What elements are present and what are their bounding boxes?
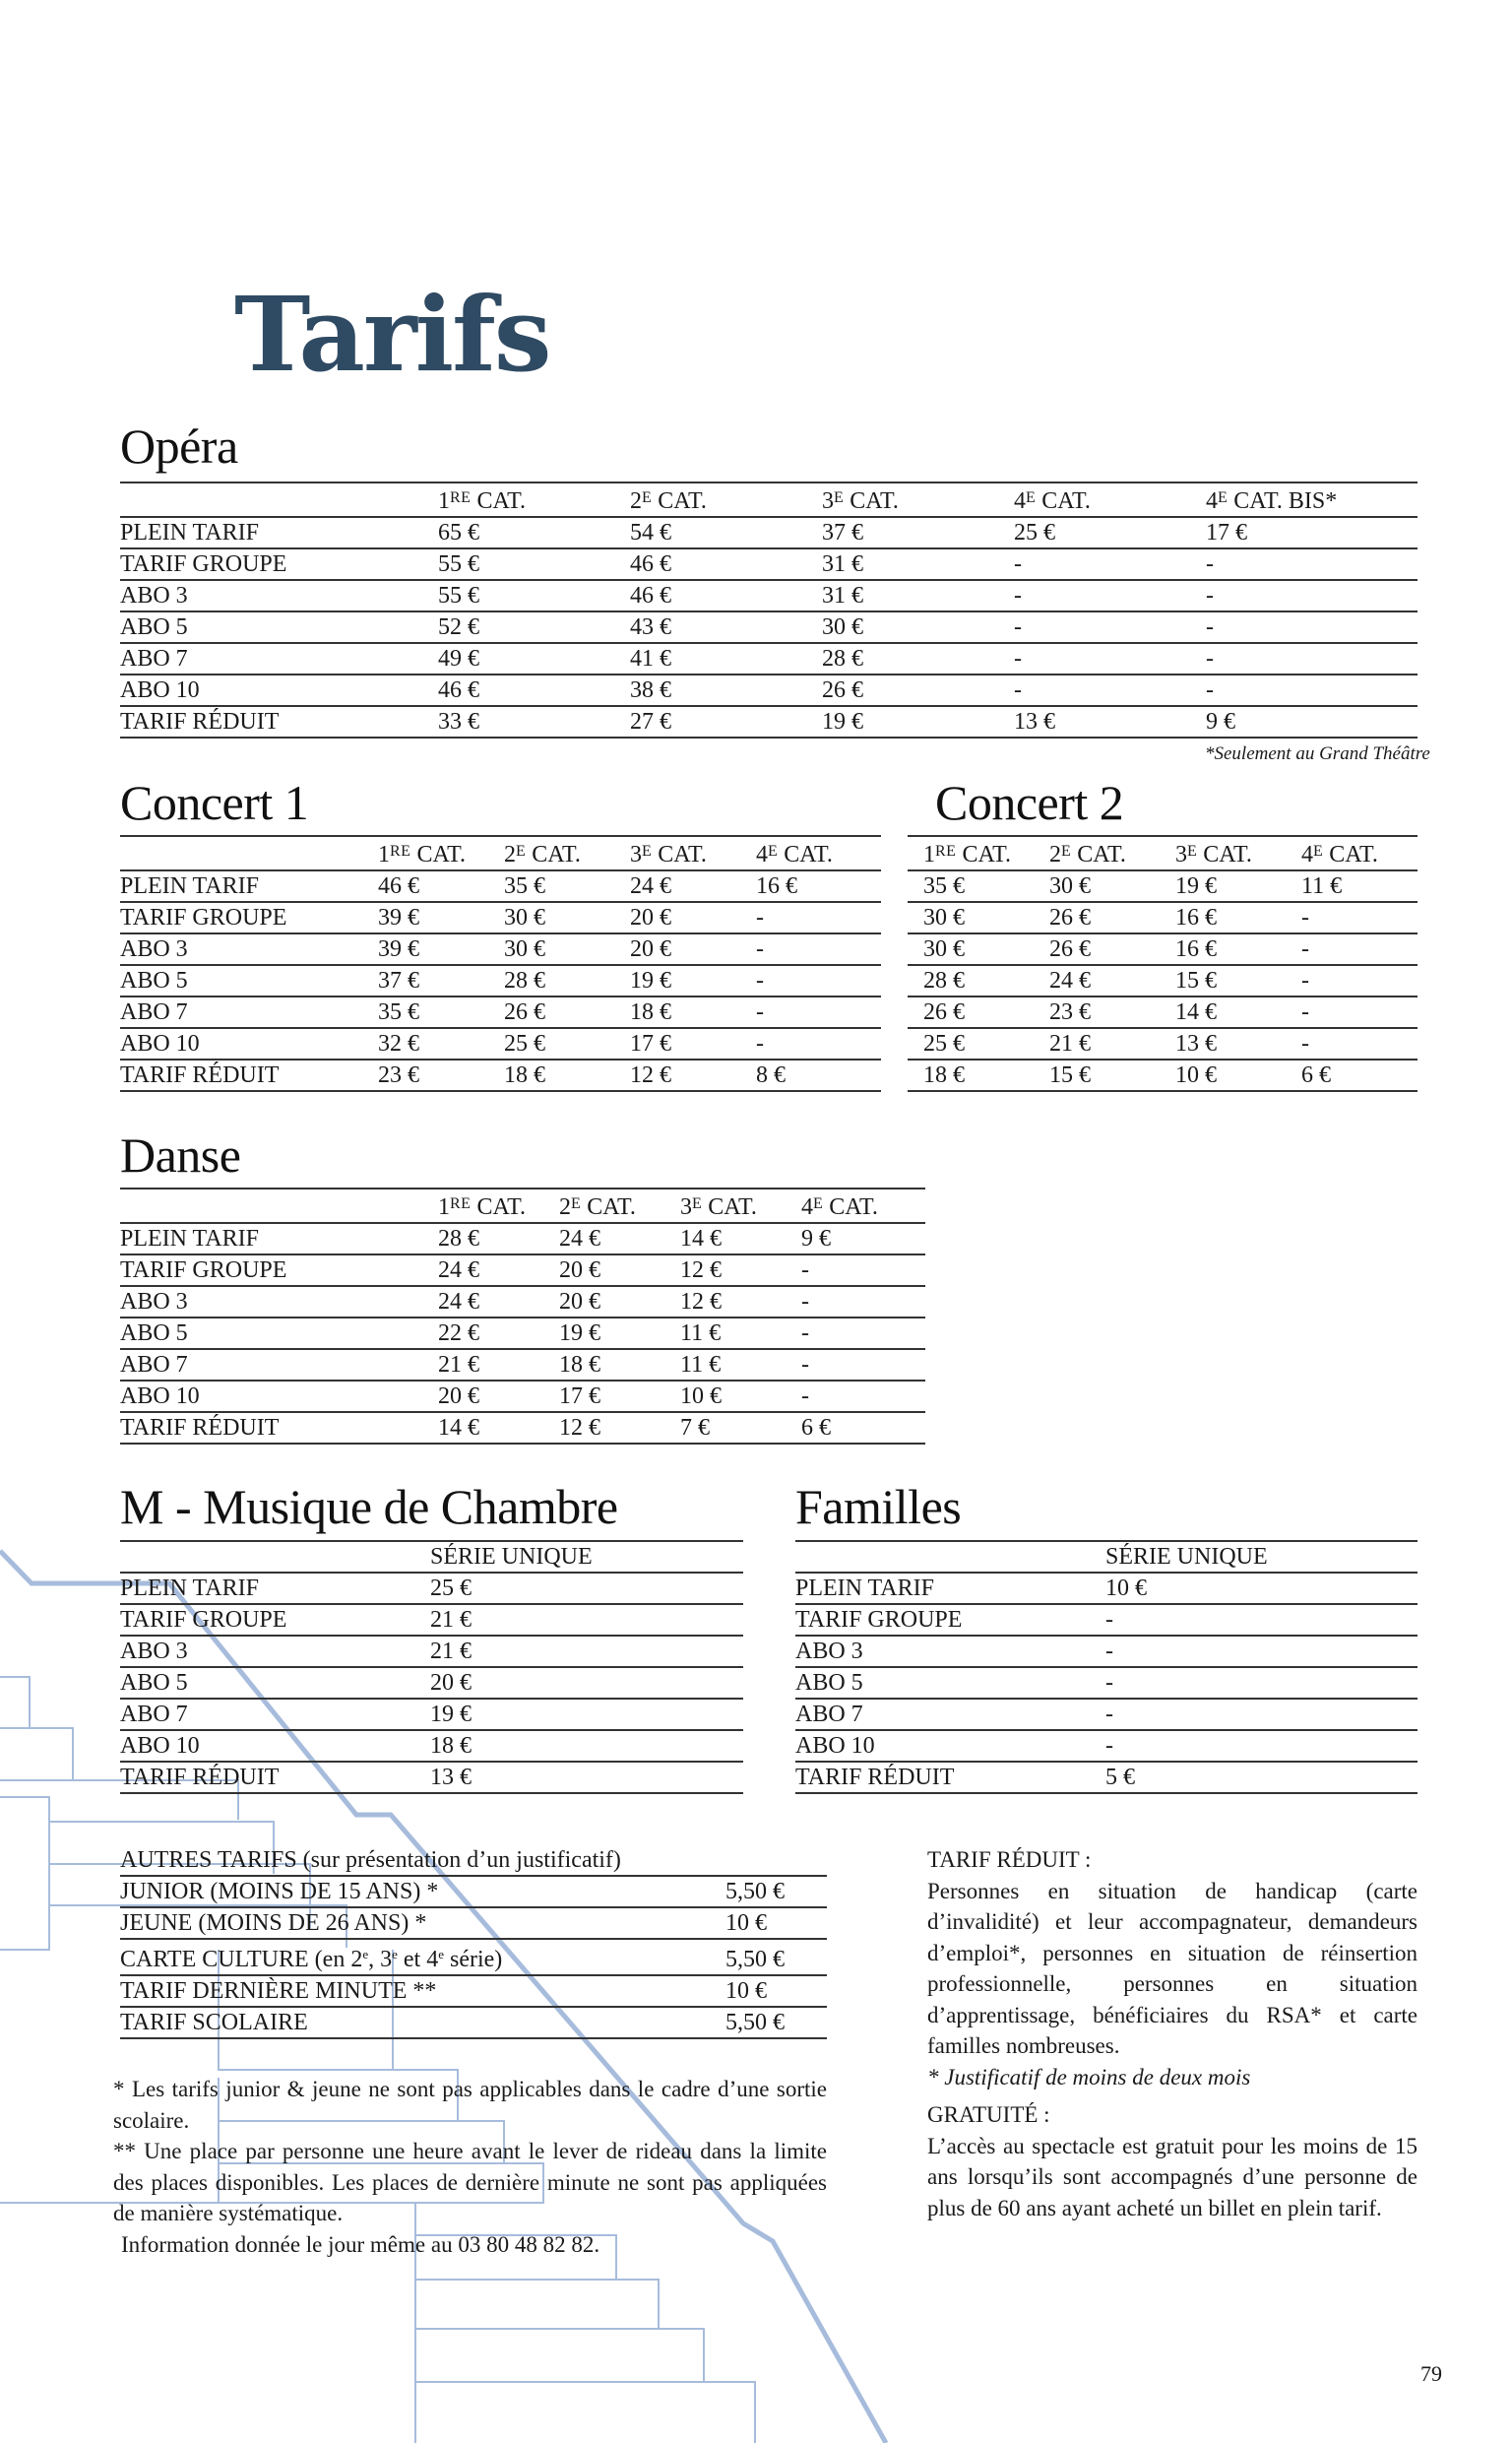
price-cell: 8 € bbox=[756, 1060, 881, 1091]
table-row bbox=[908, 1060, 1418, 1091]
footnote-derniere-minute: ** Une place par personne une heure avant le lever de rideau dans la limite des places disponibles. Les places de dernière minute ne sont pas appliquées de manière systématique. bbox=[113, 2139, 827, 2225]
column-header: $4^E$ CAT. BIS* bbox=[1206, 482, 1418, 517]
price-cell: - bbox=[1014, 580, 1206, 611]
table-row bbox=[120, 517, 1418, 548]
price-cell: - bbox=[801, 1286, 925, 1318]
table-row bbox=[795, 1573, 1418, 1604]
table-row bbox=[795, 1730, 1418, 1762]
price-cell: 12 € bbox=[680, 1286, 801, 1318]
price-cell: 43 € bbox=[630, 611, 822, 643]
price-cell: - bbox=[1301, 965, 1418, 996]
price-cell: 6 € bbox=[1301, 1060, 1418, 1091]
row-spacer bbox=[908, 933, 923, 965]
price-cell: 27 € bbox=[630, 706, 822, 738]
table-row bbox=[795, 1604, 1418, 1636]
table-row bbox=[120, 611, 1418, 643]
table-row bbox=[908, 933, 1418, 965]
row-label: PLEIN TARIF bbox=[120, 1573, 430, 1604]
table-header-row bbox=[120, 482, 1418, 517]
price-cell: 16 € bbox=[756, 870, 881, 902]
price-cell: 24 € bbox=[559, 1223, 680, 1254]
price-cell: - bbox=[756, 965, 881, 996]
column-header: 1RE CAT. bbox=[438, 1189, 559, 1223]
price-cell: 25 € bbox=[923, 1028, 1049, 1060]
row-label: ABO 10 bbox=[120, 1381, 438, 1412]
tarif-reduit-note: * Justificatif de moins de deux mois bbox=[927, 2064, 1251, 2089]
row-label: CARTE CULTURE (en 2e, 3e et 4e série) bbox=[120, 1939, 725, 1975]
table-row bbox=[120, 933, 881, 965]
price-cell: 11 € bbox=[680, 1349, 801, 1381]
column-header: $4^E$ CAT. bbox=[1301, 836, 1418, 870]
row-label: ABO 10 bbox=[795, 1730, 1105, 1762]
price-cell: - bbox=[1105, 1667, 1418, 1699]
price-cell: 46 € bbox=[378, 870, 504, 902]
price-cell: 25 € bbox=[430, 1573, 743, 1604]
price-cell: 39 € bbox=[378, 933, 504, 965]
section-title-danse: Danse bbox=[120, 1127, 241, 1183]
price-cell: - bbox=[1014, 548, 1206, 580]
row-label: ABO 3 bbox=[120, 1636, 430, 1667]
table-row bbox=[120, 1573, 743, 1604]
price-cell: 30 € bbox=[504, 902, 630, 933]
table-header-row bbox=[120, 1189, 925, 1223]
price-cell: 38 € bbox=[630, 675, 822, 706]
table-row bbox=[120, 1975, 827, 2007]
table-row bbox=[795, 1636, 1418, 1667]
price-cell: 24 € bbox=[438, 1254, 559, 1286]
price-cell: 10 € bbox=[1175, 1060, 1301, 1091]
row-label: TARIF RÉDUIT bbox=[120, 1412, 438, 1444]
opera-footnote: *Seulement au Grand Théâtre bbox=[1205, 743, 1430, 764]
table-row bbox=[120, 965, 881, 996]
price-cell: 52 € bbox=[438, 611, 630, 643]
row-label: JUNIOR (MOINS DE 15 ANS) * bbox=[120, 1876, 725, 1907]
autres-tarifs-table bbox=[120, 1845, 827, 2039]
price-cell: 31 € bbox=[822, 580, 1014, 611]
header-empty bbox=[795, 1541, 1105, 1573]
table-row bbox=[120, 706, 1418, 738]
price-cell: - bbox=[1105, 1730, 1418, 1762]
table-row bbox=[908, 902, 1418, 933]
deco-step bbox=[415, 2280, 659, 2329]
price-cell: 20 € bbox=[559, 1286, 680, 1318]
column-header: $2^E$ CAT. bbox=[630, 482, 822, 517]
table-row bbox=[908, 996, 1418, 1028]
table-row bbox=[908, 870, 1418, 902]
column-header: 1RE CAT. bbox=[923, 836, 1049, 870]
column-header: $3^E$ CAT. bbox=[822, 482, 1014, 517]
row-label: JEUNE (MOINS DE 26 ANS) * bbox=[120, 1907, 725, 1939]
price-cell: 15 € bbox=[1175, 965, 1301, 996]
row-label: TARIF RÉDUIT bbox=[120, 706, 438, 738]
price-cell: - bbox=[801, 1254, 925, 1286]
price-cell: - bbox=[1105, 1604, 1418, 1636]
column-header: $2^E$ CAT. bbox=[559, 1189, 680, 1223]
table-row bbox=[120, 870, 881, 902]
row-label: PLEIN TARIF bbox=[120, 517, 438, 548]
tarif-reduit-heading: TARIF RÉDUIT : bbox=[927, 1847, 1092, 1872]
price-cell: 14 € bbox=[680, 1223, 801, 1254]
price-cell: 37 € bbox=[822, 517, 1014, 548]
table-row bbox=[795, 1667, 1418, 1699]
price-cell: 46 € bbox=[438, 675, 630, 706]
row-label: ABO 7 bbox=[120, 996, 378, 1028]
price-cell: 18 € bbox=[923, 1060, 1049, 1091]
table-header-row bbox=[908, 836, 1418, 870]
concert-2-table bbox=[908, 835, 1418, 1092]
row-value: 5,50 € bbox=[725, 2007, 827, 2038]
table-row bbox=[120, 902, 881, 933]
gratuite-text: L’accès au spectacle est gratuit pour les moins de 15 ans lorsqu’ils sont accompagnés d’une personne de plus de 60 ans ayant acheté un billet en plein tarif. bbox=[927, 2133, 1418, 2220]
price-cell: 16 € bbox=[1175, 902, 1301, 933]
tarif-reduit-text: Personnes en situation de handicap (carte d’invalidité) et leur accompagnateur, demandeurs d’emploi*, personnes en situation de réinsertion professionnelle, personnes en situation d’apprentissage, bénéficiaires du RSA* et carte familles nombreuses. bbox=[927, 1878, 1418, 2058]
price-cell: 20 € bbox=[559, 1254, 680, 1286]
column-header: $4^E$ CAT. bbox=[801, 1189, 925, 1223]
price-cell: - bbox=[756, 902, 881, 933]
price-cell: 13 € bbox=[1014, 706, 1206, 738]
price-cell: 17 € bbox=[1206, 517, 1418, 548]
price-cell: 12 € bbox=[680, 1254, 801, 1286]
row-label: ABO 5 bbox=[120, 611, 438, 643]
price-cell: - bbox=[1206, 548, 1418, 580]
price-cell: 20 € bbox=[438, 1381, 559, 1412]
page-number: 79 bbox=[1420, 2361, 1442, 2386]
section-title-opera: Opéra bbox=[120, 418, 238, 474]
footnote-junior-jeune: * Les tarifs junior & jeune ne sont pas applicables dans le cadre d’une sortie scolaire. bbox=[113, 2077, 827, 2133]
price-cell: - bbox=[1206, 580, 1418, 611]
section-title-musique-chambre: M - Musique de Chambre bbox=[120, 1479, 618, 1534]
price-cell: 11 € bbox=[680, 1318, 801, 1349]
autres-tarifs-header-row bbox=[120, 1845, 827, 1876]
table-row bbox=[120, 996, 881, 1028]
familles-table bbox=[795, 1540, 1418, 1794]
column-header: SÉRIE UNIQUE bbox=[430, 1541, 743, 1573]
table-row bbox=[120, 1286, 925, 1318]
table-header-row bbox=[120, 836, 881, 870]
opera-table bbox=[120, 482, 1418, 739]
price-cell: 14 € bbox=[1175, 996, 1301, 1028]
row-label: TARIF RÉDUIT bbox=[795, 1762, 1105, 1793]
price-cell: - bbox=[801, 1318, 925, 1349]
price-cell: - bbox=[1206, 611, 1418, 643]
table-row bbox=[120, 1636, 743, 1667]
price-cell: 26 € bbox=[504, 996, 630, 1028]
table-row bbox=[120, 1254, 925, 1286]
row-spacer bbox=[908, 902, 923, 933]
column-header: $2^E$ CAT. bbox=[1049, 836, 1175, 870]
row-label: ABO 5 bbox=[795, 1667, 1105, 1699]
price-cell: 46 € bbox=[630, 580, 822, 611]
price-cell: 12 € bbox=[559, 1412, 680, 1444]
price-cell: 19 € bbox=[630, 965, 756, 996]
footnote-information: Information donnée le jour même au 03 80 48 82 82. bbox=[121, 2231, 600, 2257]
row-value: 5,50 € bbox=[725, 1939, 827, 1975]
price-cell: 24 € bbox=[438, 1286, 559, 1318]
header-empty bbox=[120, 482, 438, 517]
column-header: $4^E$ CAT. bbox=[756, 836, 881, 870]
table-row bbox=[120, 580, 1418, 611]
table-row bbox=[795, 1699, 1418, 1730]
column-header: $4^E$ CAT. bbox=[1014, 482, 1206, 517]
table-row bbox=[120, 1349, 925, 1381]
price-cell: 17 € bbox=[630, 1028, 756, 1060]
price-cell: 23 € bbox=[1049, 996, 1175, 1028]
column-header: $2^E$ CAT. bbox=[504, 836, 630, 870]
table-row bbox=[908, 1028, 1418, 1060]
price-cell: 65 € bbox=[438, 517, 630, 548]
header-empty bbox=[120, 1541, 430, 1573]
price-cell: 15 € bbox=[1049, 1060, 1175, 1091]
price-cell: 13 € bbox=[1175, 1028, 1301, 1060]
price-cell: 19 € bbox=[430, 1699, 743, 1730]
price-cell: 30 € bbox=[822, 611, 1014, 643]
price-cell: - bbox=[1301, 1028, 1418, 1060]
row-label: ABO 7 bbox=[795, 1699, 1105, 1730]
table-row bbox=[120, 1318, 925, 1349]
table-row bbox=[908, 965, 1418, 996]
table-row bbox=[795, 1762, 1418, 1793]
price-cell: 23 € bbox=[378, 1060, 504, 1091]
price-cell: 28 € bbox=[923, 965, 1049, 996]
table-row bbox=[120, 1381, 925, 1412]
price-cell: 26 € bbox=[822, 675, 1014, 706]
price-cell: 28 € bbox=[822, 643, 1014, 675]
price-cell: - bbox=[801, 1349, 925, 1381]
row-label: ABO 7 bbox=[120, 1349, 438, 1381]
gratuite-block bbox=[927, 2099, 1418, 2223]
row-label: TARIF RÉDUIT bbox=[120, 1060, 378, 1091]
deco-step bbox=[0, 1677, 30, 1728]
row-spacer bbox=[908, 870, 923, 902]
header-empty bbox=[908, 836, 923, 870]
price-cell: 14 € bbox=[438, 1412, 559, 1444]
header-empty bbox=[120, 836, 378, 870]
price-cell: 24 € bbox=[1049, 965, 1175, 996]
price-cell: 30 € bbox=[923, 902, 1049, 933]
price-cell: 32 € bbox=[378, 1028, 504, 1060]
row-label: ABO 10 bbox=[120, 1730, 430, 1762]
column-header: 1RE CAT. bbox=[378, 836, 504, 870]
price-cell: 19 € bbox=[822, 706, 1014, 738]
autres-tarifs-header: AUTRES TARIFS (sur présentation d’un justificatif) bbox=[120, 1845, 827, 1876]
table-row bbox=[120, 1667, 743, 1699]
row-label: ABO 5 bbox=[120, 965, 378, 996]
price-cell: 9 € bbox=[1206, 706, 1418, 738]
price-cell: 41 € bbox=[630, 643, 822, 675]
price-cell: 11 € bbox=[1301, 870, 1418, 902]
row-label: ABO 3 bbox=[120, 1286, 438, 1318]
price-cell: 10 € bbox=[680, 1381, 801, 1412]
price-cell: - bbox=[1301, 933, 1418, 965]
row-label: TARIF GROUPE bbox=[120, 1254, 438, 1286]
price-cell: 6 € bbox=[801, 1412, 925, 1444]
price-cell: 9 € bbox=[801, 1223, 925, 1254]
price-cell: 33 € bbox=[438, 706, 630, 738]
price-cell: 22 € bbox=[438, 1318, 559, 1349]
price-cell: 18 € bbox=[630, 996, 756, 1028]
row-value: 10 € bbox=[725, 1975, 827, 2007]
section-title-familles: Familles bbox=[795, 1479, 962, 1534]
price-cell: 13 € bbox=[430, 1762, 743, 1793]
table-row bbox=[120, 1939, 827, 1975]
column-header: SÉRIE UNIQUE bbox=[1105, 1541, 1418, 1573]
price-cell: 20 € bbox=[630, 933, 756, 965]
price-cell: 25 € bbox=[1014, 517, 1206, 548]
autres-tarifs-footnotes bbox=[113, 2074, 827, 2260]
row-spacer bbox=[908, 1028, 923, 1060]
table-row bbox=[120, 1907, 827, 1939]
price-cell: 24 € bbox=[630, 870, 756, 902]
price-cell: 20 € bbox=[630, 902, 756, 933]
table-row bbox=[120, 1699, 743, 1730]
price-cell: 35 € bbox=[378, 996, 504, 1028]
price-cell: 16 € bbox=[1175, 933, 1301, 965]
section-title-concert-2: Concert 2 bbox=[935, 775, 1124, 830]
price-cell: 54 € bbox=[630, 517, 822, 548]
price-cell: 49 € bbox=[438, 643, 630, 675]
price-cell: 30 € bbox=[1049, 870, 1175, 902]
price-cell: 10 € bbox=[1105, 1573, 1418, 1604]
table-row bbox=[120, 1028, 881, 1060]
row-spacer bbox=[908, 1060, 923, 1091]
price-cell: - bbox=[1014, 611, 1206, 643]
column-header: $3^E$ CAT. bbox=[1175, 836, 1301, 870]
table-row bbox=[120, 643, 1418, 675]
deco-step bbox=[415, 2329, 704, 2382]
row-label: TARIF GROUPE bbox=[120, 1604, 430, 1636]
column-header: $3^E$ CAT. bbox=[630, 836, 756, 870]
table-row bbox=[120, 1604, 743, 1636]
price-cell: - bbox=[1206, 643, 1418, 675]
table-row bbox=[120, 1060, 881, 1091]
table-row bbox=[120, 675, 1418, 706]
price-cell: 21 € bbox=[1049, 1028, 1175, 1060]
price-cell: 39 € bbox=[378, 902, 504, 933]
price-cell: 21 € bbox=[430, 1636, 743, 1667]
table-row bbox=[120, 1730, 743, 1762]
row-label: ABO 3 bbox=[795, 1636, 1105, 1667]
row-label: ABO 10 bbox=[120, 675, 438, 706]
row-label: TARIF GROUPE bbox=[120, 902, 378, 933]
deco-step bbox=[415, 2382, 755, 2443]
row-label: TARIF GROUPE bbox=[120, 548, 438, 580]
column-header: $3^E$ CAT. bbox=[680, 1189, 801, 1223]
price-cell: - bbox=[756, 996, 881, 1028]
table-header-row bbox=[795, 1541, 1418, 1573]
row-label: TARIF SCOLAIRE bbox=[120, 2007, 725, 2038]
price-cell: - bbox=[1014, 675, 1206, 706]
row-label: TARIF RÉDUIT bbox=[120, 1762, 430, 1793]
price-cell: 19 € bbox=[559, 1318, 680, 1349]
price-cell: 28 € bbox=[438, 1223, 559, 1254]
concert-1-table bbox=[120, 835, 881, 1092]
row-label: ABO 7 bbox=[120, 643, 438, 675]
row-label: PLEIN TARIF bbox=[120, 1223, 438, 1254]
row-label: PLEIN TARIF bbox=[795, 1573, 1105, 1604]
price-cell: 21 € bbox=[430, 1604, 743, 1636]
price-cell: 46 € bbox=[630, 548, 822, 580]
price-cell: - bbox=[1105, 1699, 1418, 1730]
row-value: 10 € bbox=[725, 1907, 827, 1939]
row-label: ABO 3 bbox=[120, 933, 378, 965]
price-cell: 35 € bbox=[504, 870, 630, 902]
price-cell: 18 € bbox=[504, 1060, 630, 1091]
section-title-concert-1: Concert 1 bbox=[120, 775, 309, 830]
table-row bbox=[120, 1876, 827, 1907]
column-header: 1RE CAT. bbox=[438, 482, 630, 517]
price-cell: 19 € bbox=[1175, 870, 1301, 902]
deco-step bbox=[0, 1797, 49, 1950]
table-row bbox=[120, 1762, 743, 1793]
row-label: ABO 10 bbox=[120, 1028, 378, 1060]
row-label: ABO 7 bbox=[120, 1699, 430, 1730]
price-cell: 30 € bbox=[504, 933, 630, 965]
price-cell: - bbox=[1014, 643, 1206, 675]
gratuite-heading: GRATUITÉ : bbox=[927, 2102, 1050, 2127]
row-spacer bbox=[908, 996, 923, 1028]
price-cell: - bbox=[801, 1381, 925, 1412]
deco-step bbox=[0, 1728, 73, 1780]
price-cell: 18 € bbox=[430, 1730, 743, 1762]
price-cell: 37 € bbox=[378, 965, 504, 996]
price-cell: - bbox=[1301, 996, 1418, 1028]
price-cell: 28 € bbox=[504, 965, 630, 996]
price-cell: 35 € bbox=[923, 870, 1049, 902]
price-cell: - bbox=[756, 933, 881, 965]
row-label: ABO 5 bbox=[120, 1318, 438, 1349]
price-cell: 5 € bbox=[1105, 1762, 1418, 1793]
price-cell: 21 € bbox=[438, 1349, 559, 1381]
price-cell: 26 € bbox=[1049, 933, 1175, 965]
row-label: ABO 5 bbox=[120, 1667, 430, 1699]
row-label: TARIF DERNIÈRE MINUTE ** bbox=[120, 1975, 725, 2007]
price-cell: - bbox=[1105, 1636, 1418, 1667]
price-cell: - bbox=[1301, 902, 1418, 933]
price-cell: - bbox=[1206, 675, 1418, 706]
price-cell: 20 € bbox=[430, 1667, 743, 1699]
row-label: ABO 3 bbox=[120, 580, 438, 611]
table-header-row bbox=[120, 1541, 743, 1573]
row-value: 5,50 € bbox=[725, 1876, 827, 1907]
price-cell: - bbox=[756, 1028, 881, 1060]
price-cell: 7 € bbox=[680, 1412, 801, 1444]
price-cell: 25 € bbox=[504, 1028, 630, 1060]
table-row bbox=[120, 2007, 827, 2038]
page-title: Tarifs bbox=[234, 274, 550, 395]
price-cell: 26 € bbox=[1049, 902, 1175, 933]
row-label: PLEIN TARIF bbox=[120, 870, 378, 902]
row-label: TARIF GROUPE bbox=[795, 1604, 1105, 1636]
price-cell: 26 € bbox=[923, 996, 1049, 1028]
musique-chambre-table bbox=[120, 1540, 743, 1794]
price-cell: 12 € bbox=[630, 1060, 756, 1091]
price-cell: 55 € bbox=[438, 548, 630, 580]
row-spacer bbox=[908, 965, 923, 996]
table-row bbox=[120, 1412, 925, 1444]
table-row bbox=[120, 548, 1418, 580]
table-row bbox=[120, 1223, 925, 1254]
price-cell: 55 € bbox=[438, 580, 630, 611]
price-cell: 18 € bbox=[559, 1349, 680, 1381]
header-empty bbox=[120, 1189, 438, 1223]
price-cell: 30 € bbox=[923, 933, 1049, 965]
price-cell: 17 € bbox=[559, 1381, 680, 1412]
danse-table bbox=[120, 1188, 925, 1445]
price-cell: 31 € bbox=[822, 548, 1014, 580]
tarif-reduit-block bbox=[927, 1844, 1418, 2092]
